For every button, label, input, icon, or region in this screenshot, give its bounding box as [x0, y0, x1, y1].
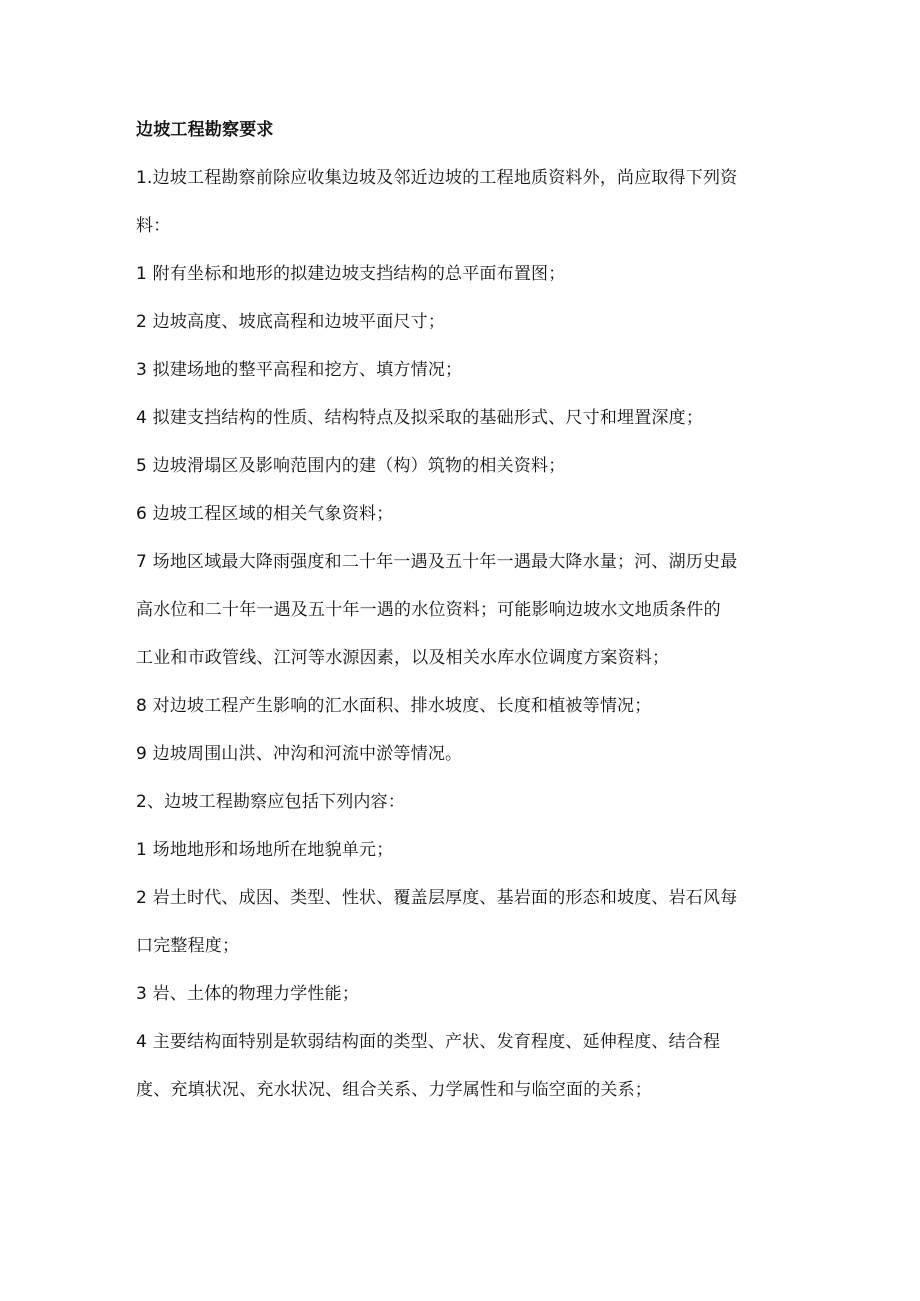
- text-line: 2 岩土时代、成因、类型、性状、覆盖层厚度、基岩面的形态和坡度、岩石风每: [136, 888, 738, 908]
- text-line: 2 边坡高度、坡底高程和边坡平面尺寸；: [136, 312, 446, 332]
- text-line: 料：: [136, 216, 171, 236]
- text-line: 度、充填状况、充水状况、组合关系、力学属性和与临空面的关系；: [136, 1080, 652, 1100]
- text-line: 口完整程度；: [136, 936, 240, 956]
- text-line: 1.边坡工程勘察前除应收集边坡及邻近边坡的工程地质资料外，尚应取得下列资: [136, 168, 738, 188]
- text-line: 9 边坡周围山洪、冲沟和河流中淤等情况。: [136, 744, 463, 764]
- text-line: 3 岩、土体的物理力学性能；: [136, 984, 360, 1004]
- text-line: 8 对边坡工程产生影响的汇水面积、排水坡度、长度和植被等情况；: [136, 696, 652, 716]
- text-line: 1 场地地形和场地所在地貌单元；: [136, 840, 394, 860]
- text-line: 1 附有坐标和地形的拟建边坡支挡结构的总平面布置图；: [136, 264, 566, 284]
- text-line: 5 边坡滑塌区及影响范围内的建（构）筑物的相关资料；: [136, 456, 566, 476]
- text-line: 7 场地区域最大降雨强度和二十年一遇及五十年一遇最大降水量；河、湖历史最: [136, 552, 738, 572]
- text-line: 4 拟建支挡结构的性质、结构特点及拟采取的基础形式、尺寸和埋置深度；: [136, 408, 704, 428]
- document-body: [136, 118, 796, 1126]
- document-title: 边坡工程勘察要求: [136, 120, 274, 140]
- text-line: 3 拟建场地的整平高程和挖方、填方情况；: [136, 360, 463, 380]
- text-line: 高水位和二十年一遇及五十年一遇的水位资料；可能影响边坡水文地质条件的: [136, 600, 721, 620]
- text-line: 4 主要结构面特别是软弱结构面的类型、产状、发育程度、延伸程度、结合程: [136, 1032, 721, 1052]
- text-line: 工业和市政管线、江河等水源因素，以及相关水库水位调度方案资料；: [136, 648, 670, 668]
- text-line: 2、边坡工程勘察应包括下列内容：: [136, 792, 406, 812]
- text-line: 6 边坡工程区域的相关气象资料；: [136, 504, 394, 524]
